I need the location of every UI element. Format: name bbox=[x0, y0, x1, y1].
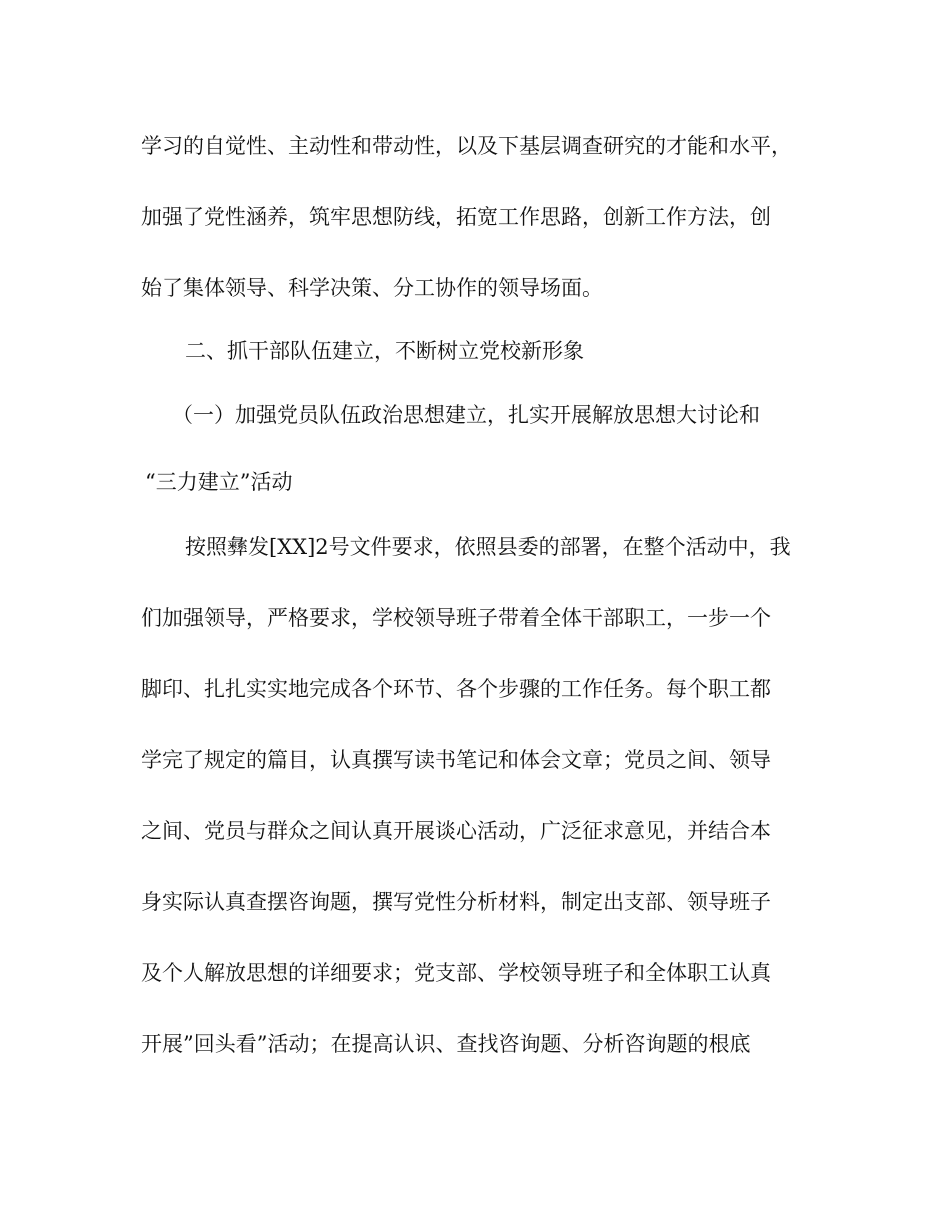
body-text-line: 学习的自觉性、主动性和带动性，以及下基层调查研究的才能和水平， bbox=[141, 134, 792, 158]
body-text-line: 们加强领导，严格要求，学校领导班子带着全体干部职工，一步一个 bbox=[141, 606, 771, 630]
body-text-line: 学完了规定的篇目，认真撰写读书笔记和体会文章；党员之间、领导 bbox=[141, 748, 771, 772]
body-text-line: 及个人解放思想的详细要求；党支部、学校领导班子和全体职工认真 bbox=[141, 961, 771, 985]
body-text-line: 加强了党性涵养，筑牢思想防线，拓宽工作思路，创新工作方法，创 bbox=[141, 205, 771, 229]
body-text-line: 之间、党员与群众之间认真开展谈心活动，广泛征求意见，并结合本 bbox=[141, 819, 771, 843]
body-text-line: 按照彝发[XX]2号文件要求，依照县委的部署，在整个活动中，我 bbox=[185, 535, 791, 559]
subsection-heading: （一）加强党员队伍政治思想建立，扎实开展解放思想大讨论和 bbox=[172, 403, 760, 427]
body-text-line: 身实际认真查摆咨询题，撰写党性分析材料，制定出支部、领导班子 bbox=[141, 890, 771, 914]
section-heading: 二、抓干部队伍建立，不断树立党校新形象 bbox=[185, 339, 584, 363]
body-text-line: 开展”回头看”活动；在提高认识、查找咨询题、分析咨询题的根底 bbox=[141, 1032, 751, 1056]
subsection-heading-continuation: “三力建立”活动 bbox=[145, 470, 293, 494]
body-text-line: 始了集体领导、科学决策、分工协作的领导场面。 bbox=[141, 276, 603, 300]
body-text-line: 脚印、扎扎实实地完成各个环节、各个步骤的工作任务。每个职工都 bbox=[141, 677, 771, 701]
